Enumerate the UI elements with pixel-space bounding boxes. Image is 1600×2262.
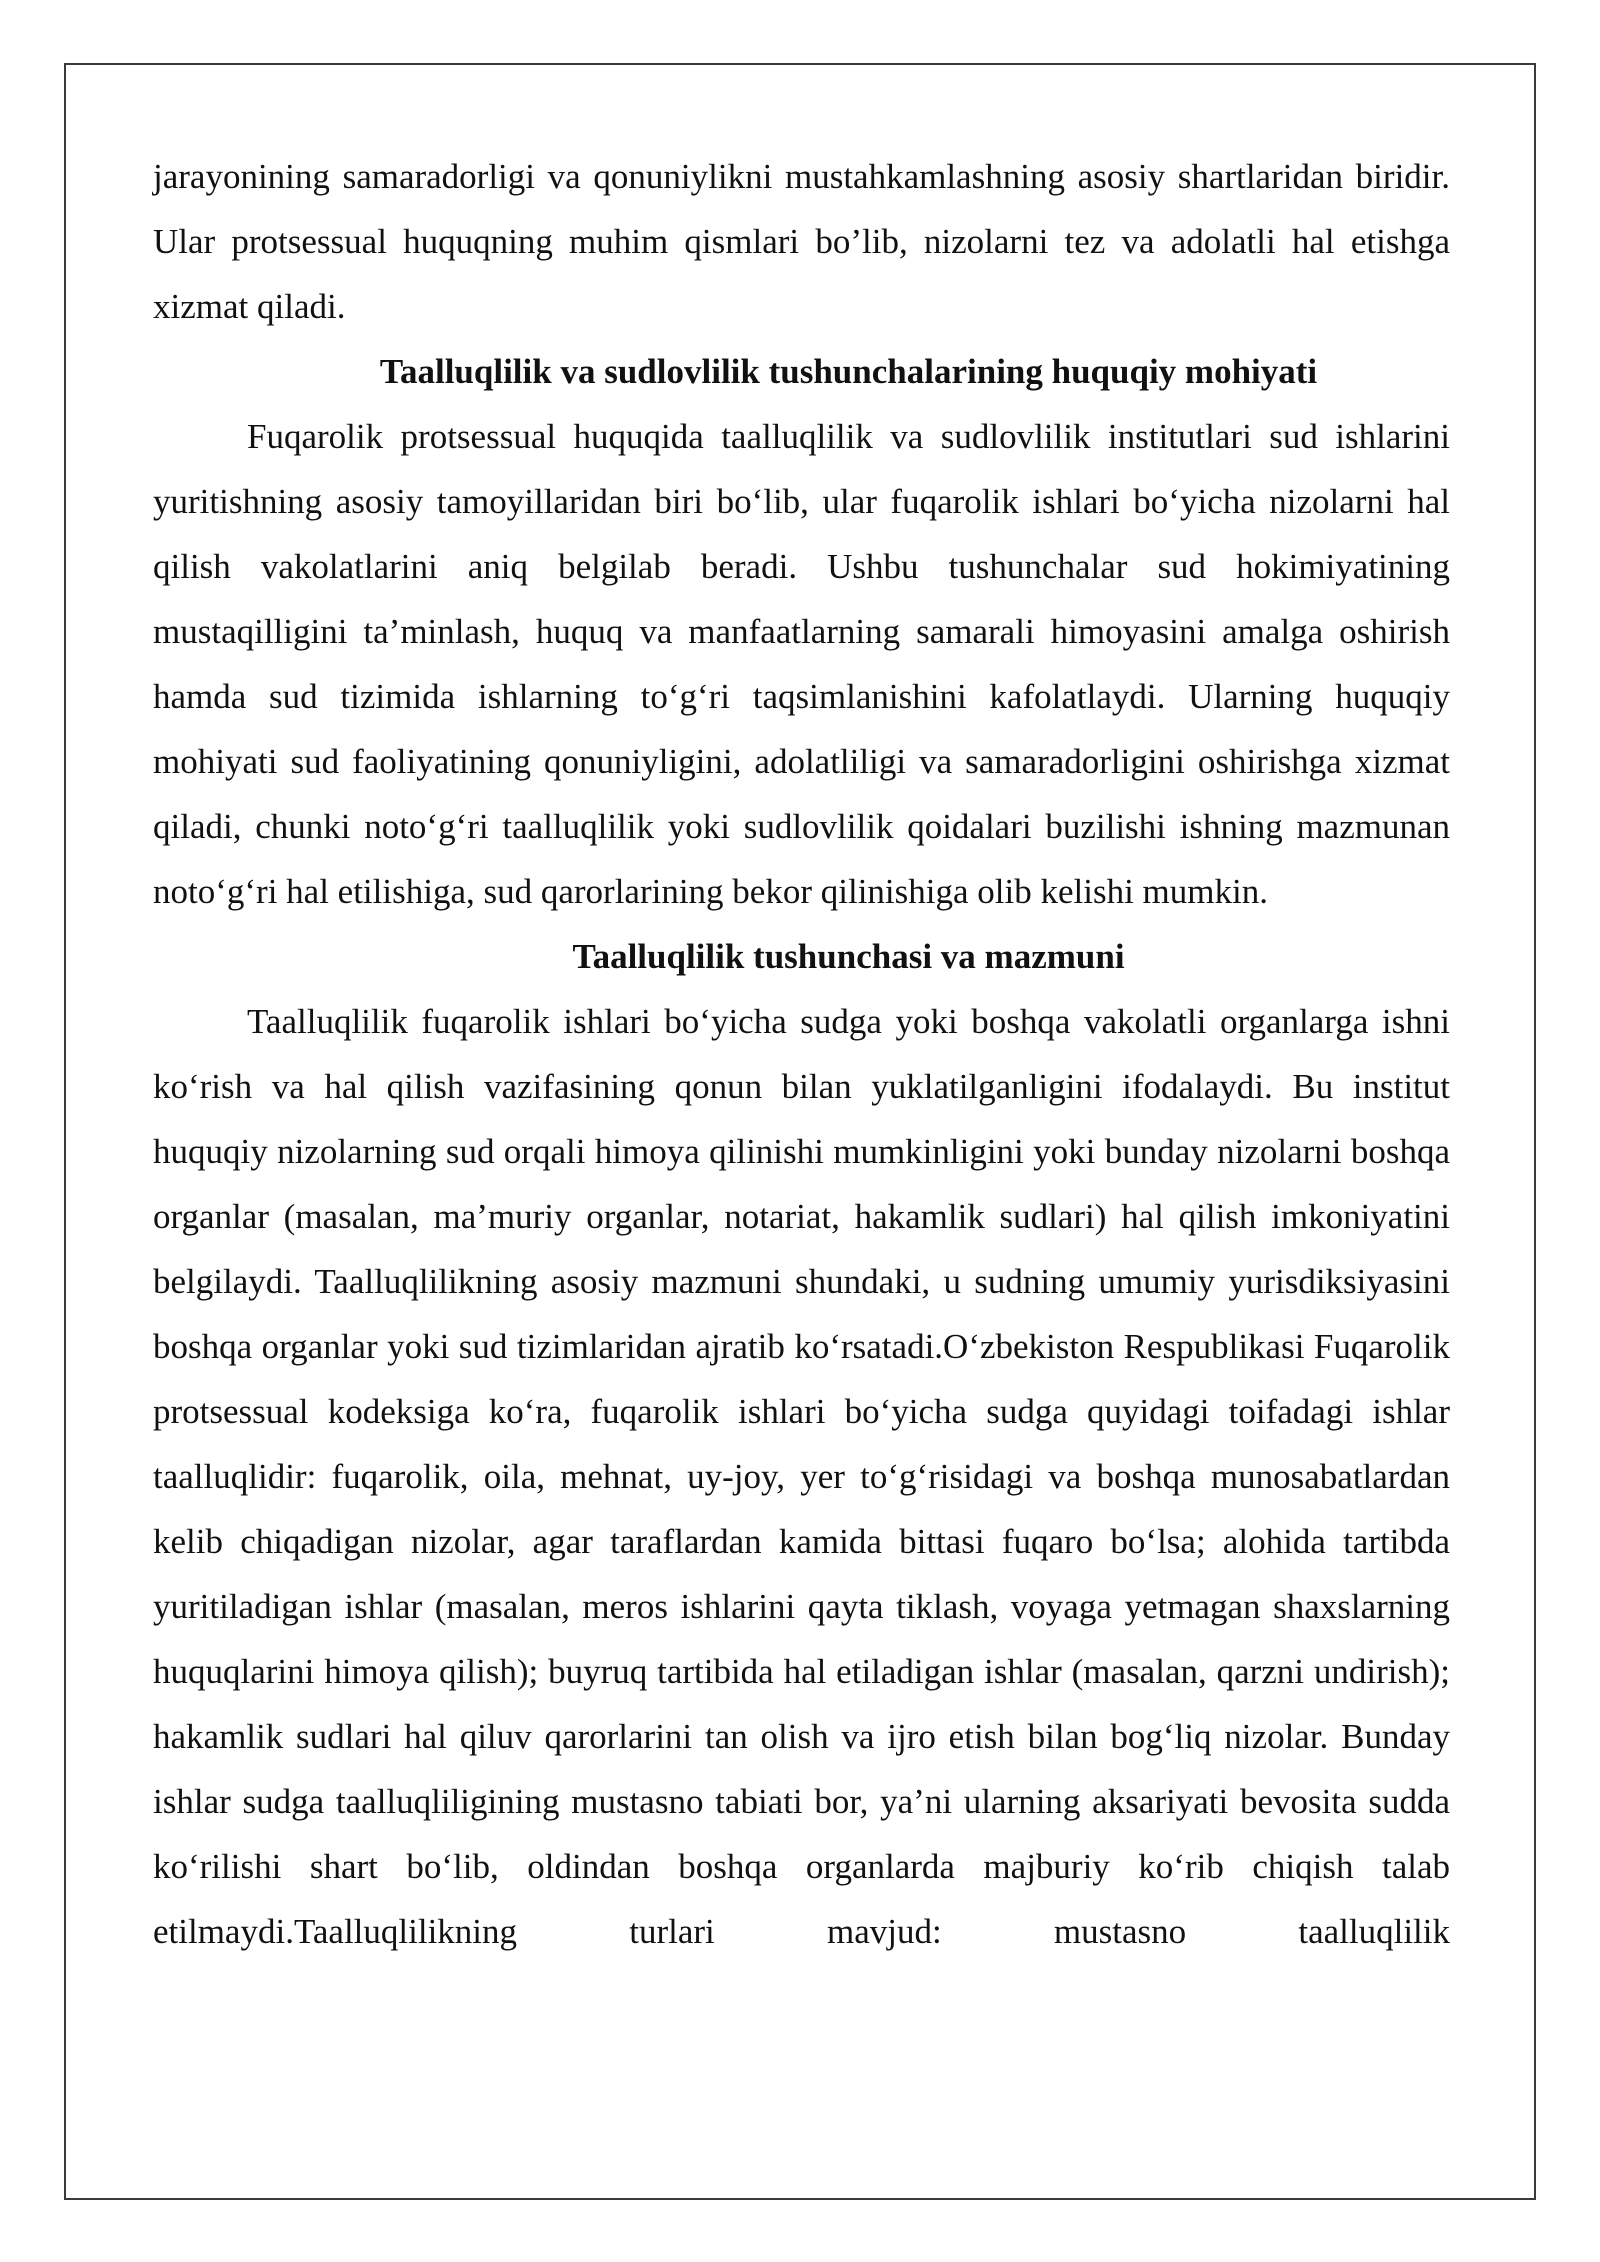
section-paragraph-legal-essence: Fuqarolik protsessual huquqida taalluqlilik va sudlovlilik institutlari sud ishlarini yuritishning asosiy tamoyillaridan biri bo‘lib, ular fuqarolik ishlari bo‘yicha nizolarni hal qilish vakolatlarini aniq belgilab beradi. Ushbu tushunchalar sud hokimiyatining mustaqilligini ta’minlash, huquq va manfaatlarning samarali himoyasini amalga oshirish hamda sud tizimida ishlarning to‘g‘ri taqsimlanishini kafolatlaydi. Ularning huquqiy mohiyati sud faoliyatining qonuniyligini, adolatliligi va samaradorligini oshirishga xizmat qiladi, chunki noto‘g‘ri taalluqlilik yoki sudlovlilik qoidalari buzilishi ishning mazmunan noto‘g‘ri hal etilishiga, sud qarorlarining bekor qilinishiga olib kelishi mumkin. — [153, 417, 1450, 911]
intro-paragraph: jarayonining samaradorligi va qonuniylikni mustahkamlashning asosiy shartlaridan biridir. Ular protsessual huquqning muhim qismlari bo’lib, nizolarni tez va adolatli hal etishga xizmat qiladi. — [153, 157, 1450, 326]
section-heading-legal-essence: Taalluqlilik va sudlovlilik tushunchalarining huquqiy mohiyati — [379, 352, 1318, 391]
section-heading-jurisdiction-concept: Taalluqlilik tushunchasi va mazmuni — [572, 937, 1125, 976]
document-body — [153, 144, 1450, 1964]
section-paragraph-jurisdiction-concept: Taalluqlilik fuqarolik ishlari bo‘yicha sudga yoki boshqa vakolatli organlarga ishni ko‘rish va hal qilish vazifasining qonun bilan yuklatilganligini ifodalaydi. Bu institut huquqiy nizolarning sud orqali himoya qilinishi mumkinligini yoki bunday nizolarni boshqa organlar (masalan, ma’muriy organlar, notariat, hakamlik sudlari) hal qilish imkoniyatini belgilaydi. Taalluqlilikning asosiy mazmuni shundaki, u sudning umumiy yurisdiksiyasini boshqa organlar yoki sud tizimlaridan ajratib ko‘rsatadi.O‘zbekiston Respublikasi Fuqarolik protsessual kodeksiga ko‘ra, fuqarolik ishlari bo‘yicha sudga quyidagi toifadagi ishlar taalluqlidir: fuqarolik, oila, mehnat, uy-joy, yer to‘g‘risidagi va boshqa munosabatlardan kelib chiqadigan nizolar, agar taraflardan kamida bittasi fuqaro bo‘lsa; alohida tartibda yuritiladigan ishlar (masalan, meros ishlarini qayta tiklash, voyaga yetmagan shaxslarning huquqlarini himoya qilish); buyruq tartibida hal etiladigan ishlar (masalan, qarzni undirish); hakamlik sudlari hal qiluv qarorlarini tan olish va ijro etish bilan bog‘liq nizolar. Bunday ishlar sudga taalluqliligining mustasno tabiati bor, ya’ni ularning aksariyati bevosita sudda ko‘rilishi shart bo‘lib, oldindan boshqa organlarda majburiy ko‘rib chiqish talab etilmaydi.Taalluqlilikning turlari mavjud: mustasno taalluqlilik — [153, 1002, 1450, 1951]
